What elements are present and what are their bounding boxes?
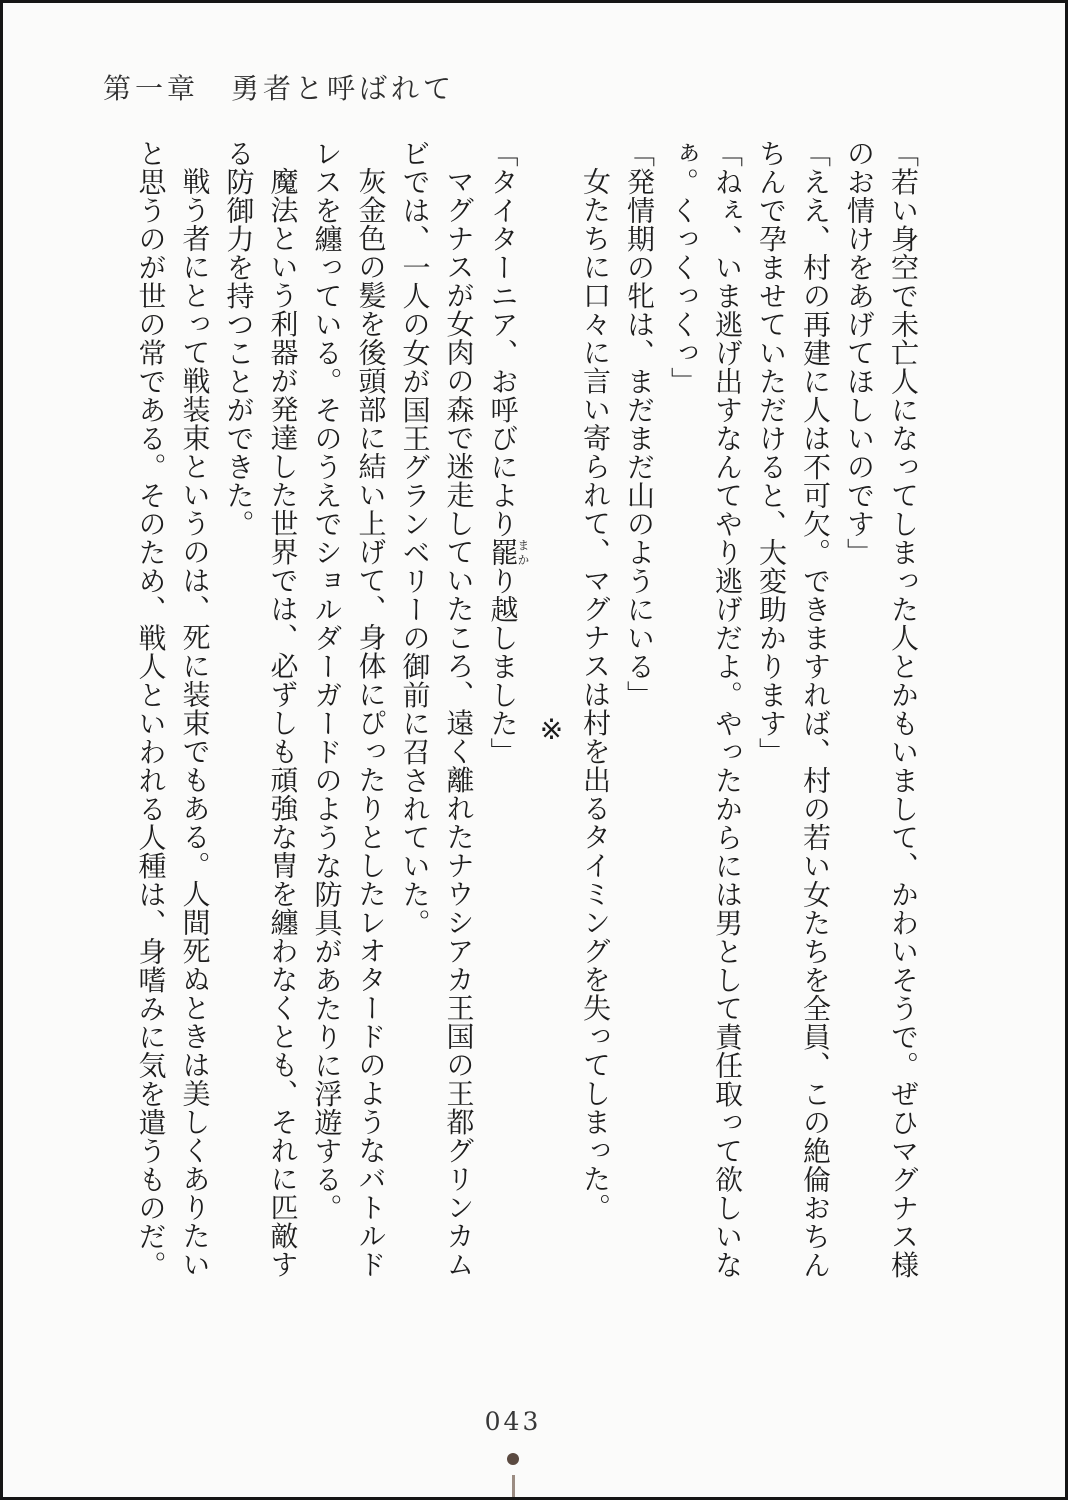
paragraph: 魔法という利器が発達した世界では、必ずしも頑強な冑を纏わなくとも、それに匹敵する防御力を持つことができた。 bbox=[222, 139, 300, 1279]
paragraph: マグナスが女肉の森で迷走していたころ、遠く離れたナウシアカ王国の王都グリンカムビでは、一人の女が国王グランベリーの御前に召されていた。 bbox=[398, 139, 476, 1279]
paragraph: 「若い身空で未亡人になってしまった人とかもいまして、かわいそうで。ぜひマグナス様のお情けをあげてほしいのです」 bbox=[843, 139, 920, 1279]
chapter-header: 第一章 勇者と呼ばれて bbox=[103, 72, 456, 105]
paragraph: 灰金色の髪を後頭部に結い上げて、身体にぴったりとしたレオタードのようなバトルドレスを纏っている。そのうえでショルダーガードのような防具があたりに浮遊する。 bbox=[310, 139, 388, 1279]
page-number: 043 bbox=[484, 1407, 542, 1436]
paragraph: 「発情期の牝は、まだまだ山のようにいる」 bbox=[623, 139, 656, 709]
paragraph: 「ええ、村の再建に人は不可欠。できますれば、村の若い女たちを全員、この絶倫おちんちんで孕ませていただけると、大変助かります」 bbox=[755, 139, 832, 1279]
paragraph: 戦う者にとって戦装束というのは、死に装束でもある。人間死ぬときは美しくありたいと思うのが世の常である。そのため、戦人といわれる人種は、身嗜みに気を遣うものだ。 bbox=[134, 139, 212, 1279]
text-block bbox=[129, 139, 926, 1289]
ruby-annotated-text: 罷まか bbox=[486, 538, 530, 567]
page-marker-dot bbox=[507, 1453, 519, 1465]
paragraph: 「タイターニア、お呼びにより罷まかり越しました」 bbox=[486, 139, 530, 766]
paragraph: 「ねぇ、いま逃げ出すなんてやり逃げだよ。やったからには男として責任取って欲しいなぁ。くっくっくっ」 bbox=[667, 139, 744, 1279]
section-divider: ※ bbox=[535, 713, 568, 747]
paragraph: 女たちに口々に言い寄られて、マグナスは村を出るタイミングを失ってしまった。 bbox=[579, 167, 612, 1222]
page-marker-line bbox=[512, 1475, 515, 1500]
